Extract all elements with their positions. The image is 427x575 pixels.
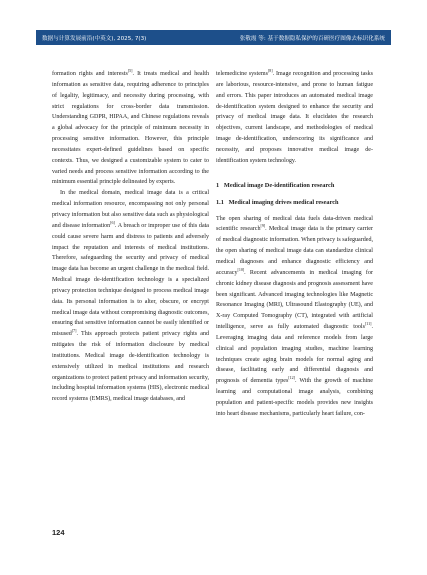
citation-ref: [9] [260, 223, 266, 229]
citation-ref: [6] [110, 219, 115, 225]
running-header [36, 30, 391, 45]
paragraph: formation rights and interests[5]. It treats medical and health information as sensitive data, requiring adherence to principles of legality, legitimacy, and necessity during processing, with strict regulations for cross-border data transmission. Understanding GDPR, HIPAA, and Chinese regulations reveals a global advocacy for the principle of minimum necessity in processing sensitive information. However, this principle necessitates expert-defined guidelines based on specific contexts. Thus, we designed a customizable system to cater to varied needs and process sensitive information according to the minimum essential principle delineated by experts. [52, 67, 209, 186]
article-authors-title: 张敬霞 等: 基于数据隐私保护的百研医疗图像去标识化系统 [239, 35, 385, 42]
citation-ref: [12] [288, 375, 295, 381]
paragraph: In the medical domain, medical image data is a critical medical information resource, encompassing not only personal privacy information but also sensitive data such as physiological and disease information[6]. A breach or improper use of this data could cause severe harm and distress to patients and adversely impact the reputation and interests of medical institutions. Therefore, safeguarding the security and privacy of medical image data has become an urgent challenge in the medical field. Medical image de-identification technology is a specialized privacy protection technique designed to process medical image data. Its personal information is to alter, obscure, or encrypt medical image data without compromising diagnostic outcomes, ensuring that sensitive information cannot be easily identified or misused[7]. This approach protects patient privacy rights and mitigates the risk of information disclosure by medical institutions. Medical image de-identification technology is extensively utilized in medical institutions and research organizations to protect patient privacy and information security, including hospital information systems (HIS), electronic medical record systems (EMRS), medical image databases, and [52, 190, 210, 403]
citation-ref: [10] [237, 266, 245, 272]
section-heading: 1 Medical image De-identification research [216, 181, 335, 189]
subsection-heading: 1.1 Medical imaging drives medical research [216, 198, 339, 206]
paragraph: The open sharing of medical data fuels data-driven medical scientific research[9]. Medical image data is the primary carrier of medical diagnostic information. When privacy is safeguarded, the open sharing of medical image data can standardize clinical medical diagnoses and enhance diagnostic efficiency and accuracy[10]. Recent advancements in medical imaging for chronic kidney disease diagnosis and prognosis assessment have been significant. Advanced imaging technologies like Magnetic Resonance Imaging (MRI), Ultrasound Elastography (UE), and X-ray Computed Tomography (CT), integrated with artificial intelligence, serve as fully automated diagnostic tools[11]. Leveraging imaging data and reference models from large clinical and population imaging studies, machine learning techniques create aging brain models for normal aging and disease, facilitating early and differential diagnosis and prognosis of dementia types[12]. With the growth of machine learning and computational image analysis, combining population and patient-specific models provides new insights into heart disease mechanisms, particularly heart failure, con- [216, 215, 373, 417]
citation-ref: [11] [364, 321, 372, 327]
paragraph: telemedicine systems[8]. Image recognition and processing tasks are laborious, resource-intensive, and prone to human fatigue and errors. This paper introduces an automated medical image de-identification system designed to enhance the security and privacy of medical image data. It elucidates the research objectives, current landscape, and methodologies of medical image de-identification, underscoring its significance and necessity, and proposes innovative medical image de-identification system technology. [216, 67, 373, 164]
citation-ref: [5] [127, 67, 133, 73]
page-number: 124 [52, 528, 65, 537]
left-column [52, 69, 209, 405]
citation-ref: [8] [267, 67, 273, 73]
citation-ref: [7] [71, 328, 77, 334]
right-column [216, 69, 373, 420]
journal-citation: 数据与计算发展前沿(中英文), 2025, 7(3) [42, 35, 147, 42]
